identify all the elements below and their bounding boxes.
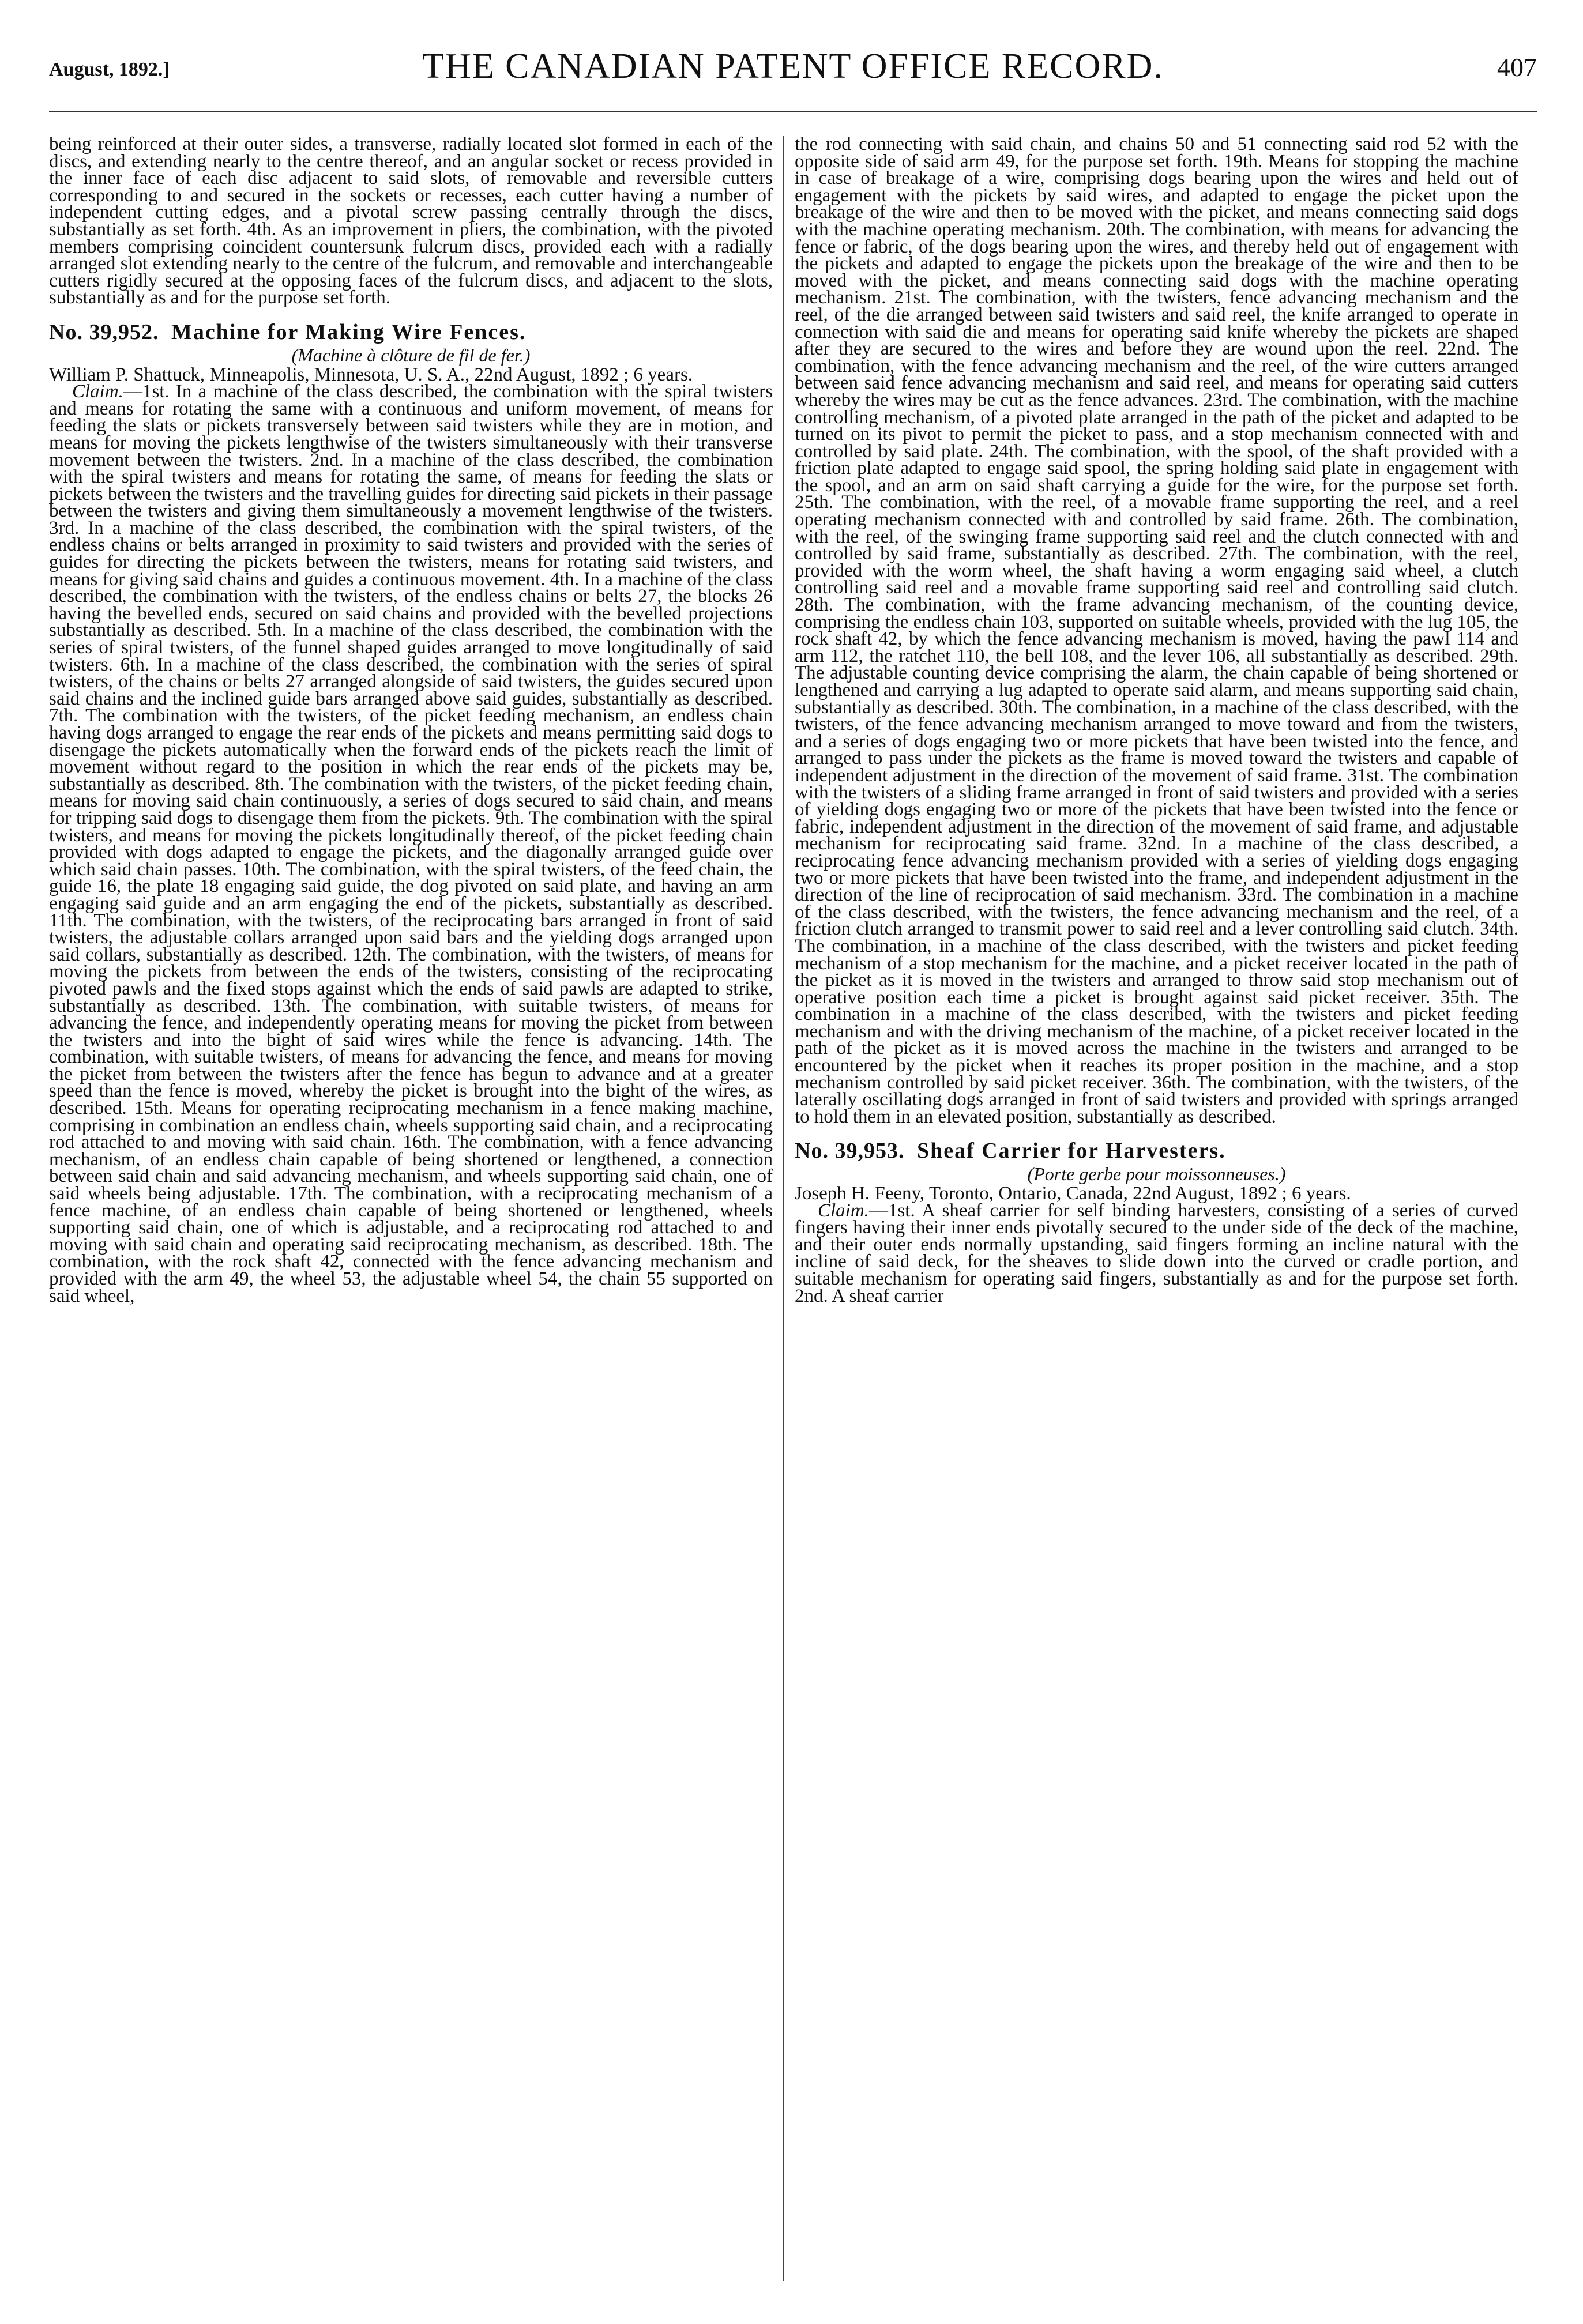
patent-heading [795,1139,1518,1162]
claim-label: Claim. [818,1200,869,1221]
patent-title: Machine for Making Wire Fences. [171,319,527,344]
patent-heading [49,321,773,344]
patent-inventor: Joseph H. Feeny, Toronto, Ontario, Canada, 22nd August, 1892 ; 6 years. [795,1183,1351,1204]
patent-number: No. 39,952. [49,319,159,344]
patent-title: Sheaf Carrier for Harvesters. [916,1139,1226,1163]
right-column [795,136,1518,2292]
patent-french-title: (Machine à clôture de fil de fer.) [291,344,531,366]
page-number: 407 [1497,52,1537,82]
left-column [49,136,773,2292]
claims-text: —1st. In a machine of the class described, the combination with the spiral twisters and means for rotating the same with a continuous and uniform movement, of means for feeding the slats or pickets transversely between said twisters while they are in motion, and means for moving the pickets lengthwise of the twisters simultaneously with their transverse movement between the twisters. 2nd. In a machine of the class described, the combination with the spiral twisters and means for rotating the same, of means for feeding the slats or pickets between the twisters and the travelling guides for directing said pickets in their passage between the twisters and giving them simultaneously a movement lengthwise of the twisters. 3rd. In a machine of the class described, the combination with the spiral twisters, of the endless chains or belts arranged in proximity to said twisters and provided with the series of guides for directing the pickets between the twisters, means for rotating said twisters, and means for giving said chains and guides a continuous movement. 4th. In a machine of the class described, the combination with the twisters, of the endless chains or belts 27, the blocks 26 having the bevelled ends, secured on said chains and provided with the bevelled projections substantially as described. 5th. In a machine of the class described, the combination with the series of spiral twisters, of the funnel shaped guides arranged to move longitudinally of said twisters. 6th. In a machine of the class described, the combination with the series of spiral twisters, of the chains or belts 27 arranged alongside of said twisters, the guides secured upon said chains and the inclined guide bars arranged above said guides, substantially as described. 7th. The combination with the twisters, of the picket feeding mechanism, an endless chain having dogs arranged to engage the rear ends of the pickets and means permitting said dogs to disengage the pickets automatically when the forward ends of the pickets reach the limit of movement without regard to the position in which the rear ends of the pickets may be, substantially as described. 8th. The combination with the twisters, of the picket feeding chain, means for moving said chain continuously, a series of dogs secured to said chain, and means for tripping said dogs to disengage them from the pickets. 9th. The combination with the spiral twisters, and means for moving the pickets longitudinally thereof, of the picket feeding chain provided with dogs adapted to engage the pickets, and the diagonally arranged guide over which said chain passes. 10th. The combination, with the spiral twisters, of the feed chain, the guide 16, the plate 18 engaging said guide, the dog pivoted on said plate, and having an arm engaging said guide and an arm engaging the end of the pickets, substantially as described. 11th. The combination, with the twisters, of the reciprocating bars arranged in front of said twisters, the adjustable collars arranged upon said bars and the yielding dogs arranged upon said collars, substantially as described. 12th. The combination, with the twisters, of means for moving the pickets from between the ends of the twisters, consisting of the reciprocating pivoted pawls and the fixed stops against which the ends of said pawls are adapted to strike, substantially as described. 13th. The combination, with suitable twisters, of means for advancing the fence, and independently operating means for moving the picket from between the twisters and into the bight of said wires while the fence is advancing. 14th. The combination, with suitable twisters, of means for advancing the fence, and means for moving the picket from between the twisters after the fence has begun to advance and at a greater speed than the fence is moved, whereby the picket is brought into the bight of the wires, as described. 15th. Means for operating reciprocating mechanism in a fence making machine, comprising in combination an endless chain, wheels supporting said chain, and a reciprocating rod attached to and moving with said chain. 16th. The combination, with a fence advancing mechanism, of an endless chain capable of being shortened or lengthened, a connection between said chain and said advancing mechanism, and wheels supporting said chain, one of said wheels being adjustable. 17th. The combination, with a reciprocating mechanism of a fence machine, of an endless chain capable of being shortened or lengthened, wheels supporting said chain, one of which is adjustable, and a reciprocating rod attached to and moving with said chain and operating said reciprocating mechanism, as described. 18th. The combination, with the rock shaft 42, connected with the fence advancing mechanism and provided with the arm 49, the wheel 53, the adjustable wheel 54, the chain 55 supported on said wheel, [49,381,773,1306]
page-header [49,46,1537,98]
continuation-text: the rod connecting with said chain, and chains 50 and 51 connecting said rod 52 with the opposite side of said arm 49, for the purpose set forth. 19th. Means for stopping the machine in case of breakage of a wire, comprising dogs bearing upon the wires and held out of engagement with the pickets by said wires, and adapted to engage the picket upon the breakage of the wire and then to be moved with the picket, and means connecting said dogs with the machine operating mechanism. 20th. The combination, with means for advancing the fence or fabric, of the dogs bearing upon the wires, and thereby held out of engagement with the pickets and adapted to engage the pickets upon the breakage of the wire and then to be moved with the picket, and means connecting said dogs with the machine operating mechanism. 21st. The combination, with the twisters, fence advancing mechanism and the reel, of the die arranged between said twisters and said reel, the knife arranged to operate in connection with said die and means for operating said knife whereby the pickets are shaped after they are secured to the wires and before they are wound upon the reel. 22nd. The combination, with the fence advancing mechanism and the reel, of the wire cutters arranged between said fence advancing mechanism and said reel, and means for operating said cutters whereby the wires may be cut as the fence advances. 23rd. The combination, with the machine controlling mechanism, of a pivoted plate arranged in the path of the picket and adapted to be turned on its pivot to permit the picket to pass, and a stop mechanism connected with and controlled by said plate. 24th. The combination, with the spool, of the shaft provided with a friction plate adapted to engage said spool, the spring holding said plate in engagement with the spool, and an arm on said shaft carrying a guide for the wire, for the purpose set forth. 25th. The combination, with the reel, of a movable frame supporting the reel, and a reel operating mechanism connected with and controlled by said frame. 26th. The combination, with the reel, of the swinging frame supporting said reel and the clutch connected with and controlled by said frame, substantially as described. 27th. The combination, with the reel, provided with the worm wheel, the shaft having a worm engaging said wheel, a clutch controlling said reel and a movable frame supporting said reel and controlling said clutch. 28th. The combination, with the frame advancing mechanism, of the counting device, comprising the endless chain 103, supported on suitable wheels, provided with the lug 105, the rock shaft 42, by which the fence advancing mechanism is moved, having the pawl 114 and arm 112, the ratchet 110, the bell 108, and the lever 106, all substantially as described. 29th. The adjustable counting device comprising the alarm, the chain capable of being shortened or lengthened and carrying a lug adapted to operate said alarm, and means supporting said chain, substantially as described. 30th. The combination, in a machine of the class described, with the twisters, of the fence advancing mechanism arranged to move toward and from the twisters, and a series of dogs engaging two or more pickets that have been twisted into the fence, and arranged to pass under the pickets as the frame is moved toward the twisters and capable of independent adjustment in the direction of the movement of said frame. 31st. The combination with the twisters of a sliding frame arranged in front of said twisters and provided with a series of yielding dogs engaging two or more of the pickets that have been twisted into the fence or fabric, independent adjustment in the direction of the movement of said frame, and adjustable mechanism for reciprocating said frame. 32nd. In a machine of the class described, a reciprocating fence advancing mechanism provided with a series of yielding dogs engaging two or more pickets that have been twisted into the frame, and independent adjustment in the direction of the line of reciprocation of said mechanism. 33rd. The combination in a machine of the class described, with the twisters, the fence advancing mechanism and the reel, of a friction clutch arranged to transmit power to said reel and a lever controlling said clutch. 34th. The combination, in a machine of the class described, with the twisters and picket feeding mechanism of a stop mechanism for the machine, and a picket receiver located in the path of the picket as it is moved in the twisters and arranged to throw said stop mechanism out of operative position each time a picket is brought against said picket receiver. 35th. The combination in a machine of the class described, with the twisters and picket feeding mechanism and with the driving mechanism of the machine, of a picket receiver located in the path of the picket as it is moved across the machine in the twisters and arranged to be encountered by the picket when it reaches its proper position in the machine, and a stop mechanism controlled by said picket receiver. 36th. The combination, with the twisters, of the laterally oscillating dogs arranged in front of said twisters and provided with springs arranged to hold them in an elevated position, substantially as described. [795,136,1518,1127]
patent-claims [795,1200,1518,1306]
patent-claims [49,383,773,1305]
header-rule [49,111,1537,112]
claim-label: Claim. [72,381,123,402]
publication-title: THE CANADIAN PATENT OFFICE RECORD. [422,47,1164,86]
claims-text: —1st. A sheaf carrier for self binding harvesters, consisting of a series of curved fingers having their inner ends pivotally secured to the under side of the deck of the machine, and their outer ends normally upstanding, said fingers forming an incline natural with the incline of said deck, for the sheaves to slide down into the curved or cradle portion, and suitable mechanism for operating said fingers, substantially as and for the purpose set forth. 2nd. A sheaf carrier [795,1200,1518,1306]
continuation-text: being reinforced at their outer sides, a transverse, radially located slot formed in each of the discs, and extending nearly to the centre thereof, and an angular socket or recess provided in the inner face of each disc adjacent to said slots, of removable and reversible cutters corresponding to and secured in the sockets or recesses, each cutter having a number of independent cutting edges, and a pivotal screw passing centrally through the discs, substantially as set forth. 4th. As an improvement in pliers, the combination, with the pivoted members comprising coincident countersunk fulcrum discs, provided each with a radially arranged slot extending nearly to the centre of the fulcrum, and removable and interchangeable cutters rigidly secured at the opposing faces of the fulcrum discs, and adjacent to the slots, substantially as and for the purpose set forth. [49,136,773,308]
column-divider [783,136,784,2281]
issue-date: August, 1892.] [49,59,170,80]
patent-french-title: (Porte gerbe pour moissonneuses.) [1027,1163,1286,1185]
patent-number: No. 39,953. [795,1139,905,1163]
patent-inventor: William P. Shattuck, Minneapolis, Minnesota, U. S. A., 22nd August, 1892 ; 6 years. [49,364,693,385]
